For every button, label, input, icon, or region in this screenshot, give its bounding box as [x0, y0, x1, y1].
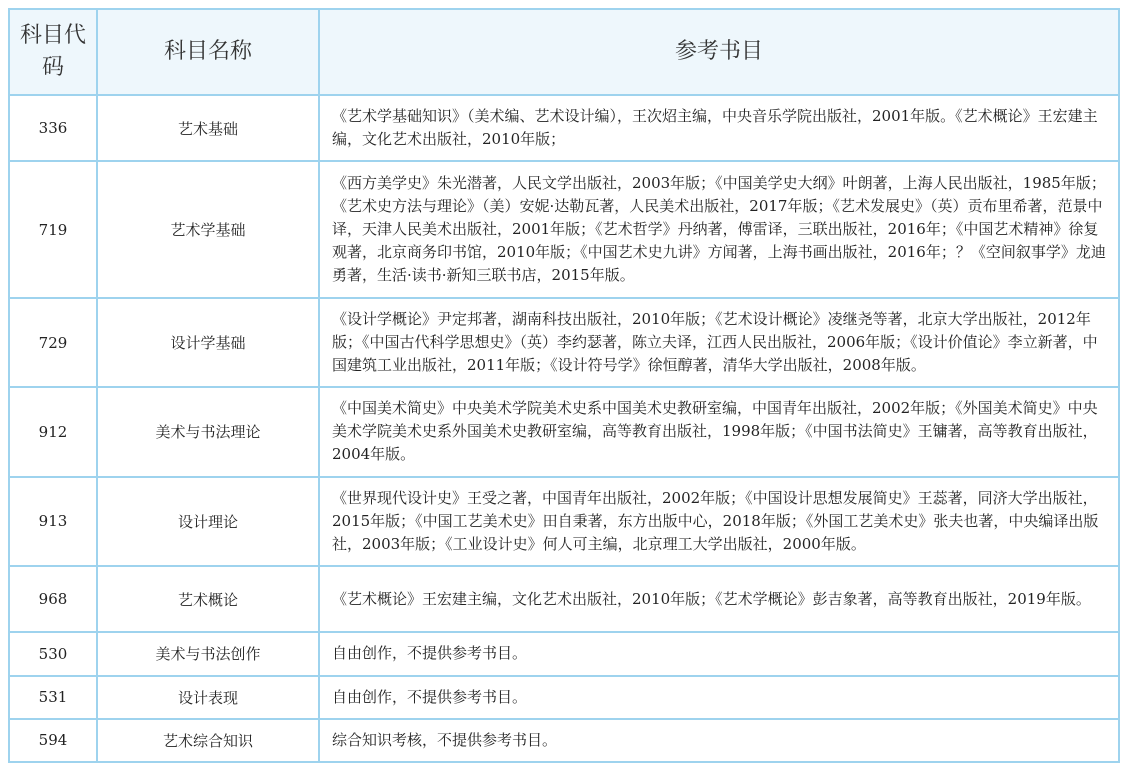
table-row — [9, 676, 1119, 719]
book-list: 《艺术概论》王宏建主编，文化艺术出版社，2010年版；《艺术学概论》彭吉象著，高等教育出版社，2019年版。 — [319, 566, 1119, 632]
book-list: 《设计学概论》尹定邦著，湖南科技出版社，2010年版；《艺术设计概论》凌继尧等著，北京大学出版社，2012年版；《中国古代科学思想史》（英）李约瑟著，陈立夫译，江西人民出版社，2006年版；《设计价值论》李立新著，中国建筑工业出版社，2011年版；《设计符号学》徐恒醇著，清华大学出版社，2008年版。 — [319, 298, 1119, 387]
subject-name: 艺术概论 — [97, 566, 319, 632]
subject-code: 912 — [9, 387, 97, 476]
table-row — [9, 95, 1119, 161]
header-code: 科目代码 — [9, 9, 97, 95]
subject-code: 530 — [9, 632, 97, 675]
table-row — [9, 566, 1119, 632]
subject-code: 968 — [9, 566, 97, 632]
subject-name: 设计理论 — [97, 477, 319, 566]
book-list: 《艺术学基础知识》（美术编、艺术设计编），王次炤主编，中央音乐学院出版社，2001年版。《艺术概论》王宏建主编，文化艺术出版社，2010年版； — [319, 95, 1119, 161]
subject-code: 719 — [9, 161, 97, 298]
table-row — [9, 719, 1119, 762]
subject-name: 艺术学基础 — [97, 161, 319, 298]
table-row — [9, 632, 1119, 675]
table-row — [9, 477, 1119, 566]
subject-name: 美术与书法创作 — [97, 632, 319, 675]
book-list: 《西方美学史》朱光潜著，人民文学出版社，2003年版；《中国美学史大纲》叶朗著，上海人民出版社，1985年版；《艺术史方法与理论》（美）安妮·达勒瓦著，人民美术出版社，2017年版；《艺术发展史》（英）贡布里希著，范景中译，天津人民美术出版社，2001年版；《艺术哲学》丹纳著，傅雷译，三联出版社，2016年；《中国艺术精神》徐复观著，北京商务印书馆，2010年版；《中国艺术史九讲》方闻著，上海书画出版社，2016年；？《空间叙事学》龙迪勇著，生活·读书·新知三联书店，2015年版。 — [319, 161, 1119, 298]
book-list: 自由创作，不提供参考书目。 — [319, 676, 1119, 719]
book-list: 综合知识考核，不提供参考书目。 — [319, 719, 1119, 762]
subject-name: 美术与书法理论 — [97, 387, 319, 476]
book-list: 自由创作，不提供参考书目。 — [319, 632, 1119, 675]
header-row — [9, 9, 1119, 95]
table-row — [9, 161, 1119, 298]
subject-code: 913 — [9, 477, 97, 566]
book-list: 《中国美术简史》中央美术学院美术史系中国美术史教研室编，中国青年出版社，2002年版；《外国美术简史》中央美术学院美术史系外国美术史教研室编，高等教育出版社，1998年版；《中国书法简史》王镛著，高等教育出版社，2004年版。 — [319, 387, 1119, 476]
table-row — [9, 298, 1119, 387]
subject-name: 设计学基础 — [97, 298, 319, 387]
subject-name: 艺术综合知识 — [97, 719, 319, 762]
reference-table — [8, 8, 1120, 763]
header-name: 科目名称 — [97, 9, 319, 95]
subject-code: 729 — [9, 298, 97, 387]
table-row — [9, 387, 1119, 476]
book-list: 《世界现代设计史》王受之著，中国青年出版社，2002年版；《中国设计思想发展简史》王蕊著，同济大学出版社，2015年版；《中国工艺美术史》田自秉著，东方出版中心，2018年版；《外国工艺美术史》张夫也著，中央编译出版社，2003年版；《工业设计史》何人可主编，北京理工大学出版社，2000年版。 — [319, 477, 1119, 566]
subject-name: 艺术基础 — [97, 95, 319, 161]
header-books: 参考书目 — [319, 9, 1119, 95]
subject-code: 531 — [9, 676, 97, 719]
subject-code: 594 — [9, 719, 97, 762]
subject-code: 336 — [9, 95, 97, 161]
subject-name: 设计表现 — [97, 676, 319, 719]
